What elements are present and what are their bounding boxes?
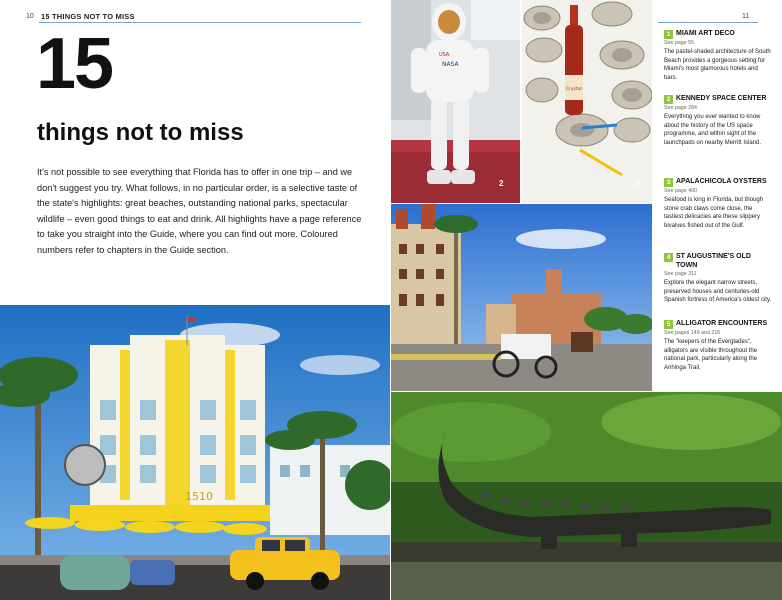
hero-number: 15 xyxy=(36,24,113,104)
highlight-description: Seafood is king in Florida, but though stone crab claws come close, the tastiest delicacies are these slippery bivalves fished out of the Gulf. xyxy=(664,197,764,229)
photo-art-deco xyxy=(0,305,390,600)
highlight-title: ALLIGATOR ENCOUNTERS xyxy=(676,320,768,327)
suit-agency-text: NASA xyxy=(442,61,459,68)
highlight-title: KENNEDY SPACE CENTER xyxy=(676,95,767,102)
highlight-number-badge: 3 xyxy=(664,178,673,187)
highlight-page-ref: See page 311 xyxy=(664,271,697,277)
left-page-number: 10 xyxy=(26,13,34,20)
right-page-number: 11 xyxy=(742,13,750,20)
highlight-5 xyxy=(664,320,772,372)
highlight-page-ref: See page 284 xyxy=(664,105,697,111)
highlight-4 xyxy=(664,253,772,305)
highlight-number-badge: 5 xyxy=(664,320,673,329)
photo-astronaut xyxy=(391,0,520,203)
photo-oysters xyxy=(522,0,652,203)
photo-number-3: 3 xyxy=(635,179,640,188)
highlight-description: Explore the elegant narrow streets, preserved houses and centuries-old Spanish fortress of America's oldest city. xyxy=(664,280,772,303)
highlight-page-ref: See page 55 xyxy=(664,40,695,46)
intro-paragraph: It's not possible to see everything that Florida has to offer in one trip – and we don't suggest you try. What follows, in no particular order, is a selective taste of the state's highlights: great beaches, outstanding national parks, spectacular wildlife – even good things to eat and drink. All highlights have a page reference to take you straight into the Guide, where you can find out more. Coloured numbers refer to chapters in the Guide section. xyxy=(37,167,362,255)
highlight-title: MIAMI ART DECO xyxy=(676,30,735,37)
bottle-label: Crystal xyxy=(566,87,582,92)
highlight-description: The pastel-shaded architecture of South Beach provides a gorgeous setting for Miami's most glamorous hotels and bars. xyxy=(664,49,771,81)
building-sign: 1510 xyxy=(185,490,213,503)
suit-flag-text: USA xyxy=(439,52,450,58)
photo-number-2: 2 xyxy=(499,179,504,188)
highlight-number-badge: 1 xyxy=(664,30,673,39)
highlight-page-ref: See page 400 xyxy=(664,188,697,194)
section-title: 15 THINGS NOT TO MISS xyxy=(41,12,135,21)
highlight-3 xyxy=(664,178,772,230)
highlight-2 xyxy=(664,95,772,147)
header-rule-right xyxy=(658,22,758,23)
highlight-description: The "keepers of the Everglades", alligators are visible throughout the national park, particularly along the Anhinga Trail. xyxy=(664,339,758,371)
highlight-number-badge: 4 xyxy=(664,253,673,262)
hero-title: things not to miss xyxy=(37,119,244,146)
highlight-description: Everything you ever wanted to know about the history of the US space programme, and within sight of the launchpads on nearby Merritt Island. xyxy=(664,114,762,146)
highlight-title: APALACHICOLA OYSTERS xyxy=(676,178,767,185)
highlight-number-badge: 2 xyxy=(664,95,673,104)
highlight-title: ST AUGUSTINE'S OLD TOWN xyxy=(676,253,751,269)
header-rule xyxy=(39,22,361,23)
photo-st-augustine xyxy=(391,204,652,391)
highlight-1 xyxy=(664,30,772,82)
photo-alligator xyxy=(391,392,782,600)
highlight-page-ref: See pages 149 and 216 xyxy=(664,330,721,336)
